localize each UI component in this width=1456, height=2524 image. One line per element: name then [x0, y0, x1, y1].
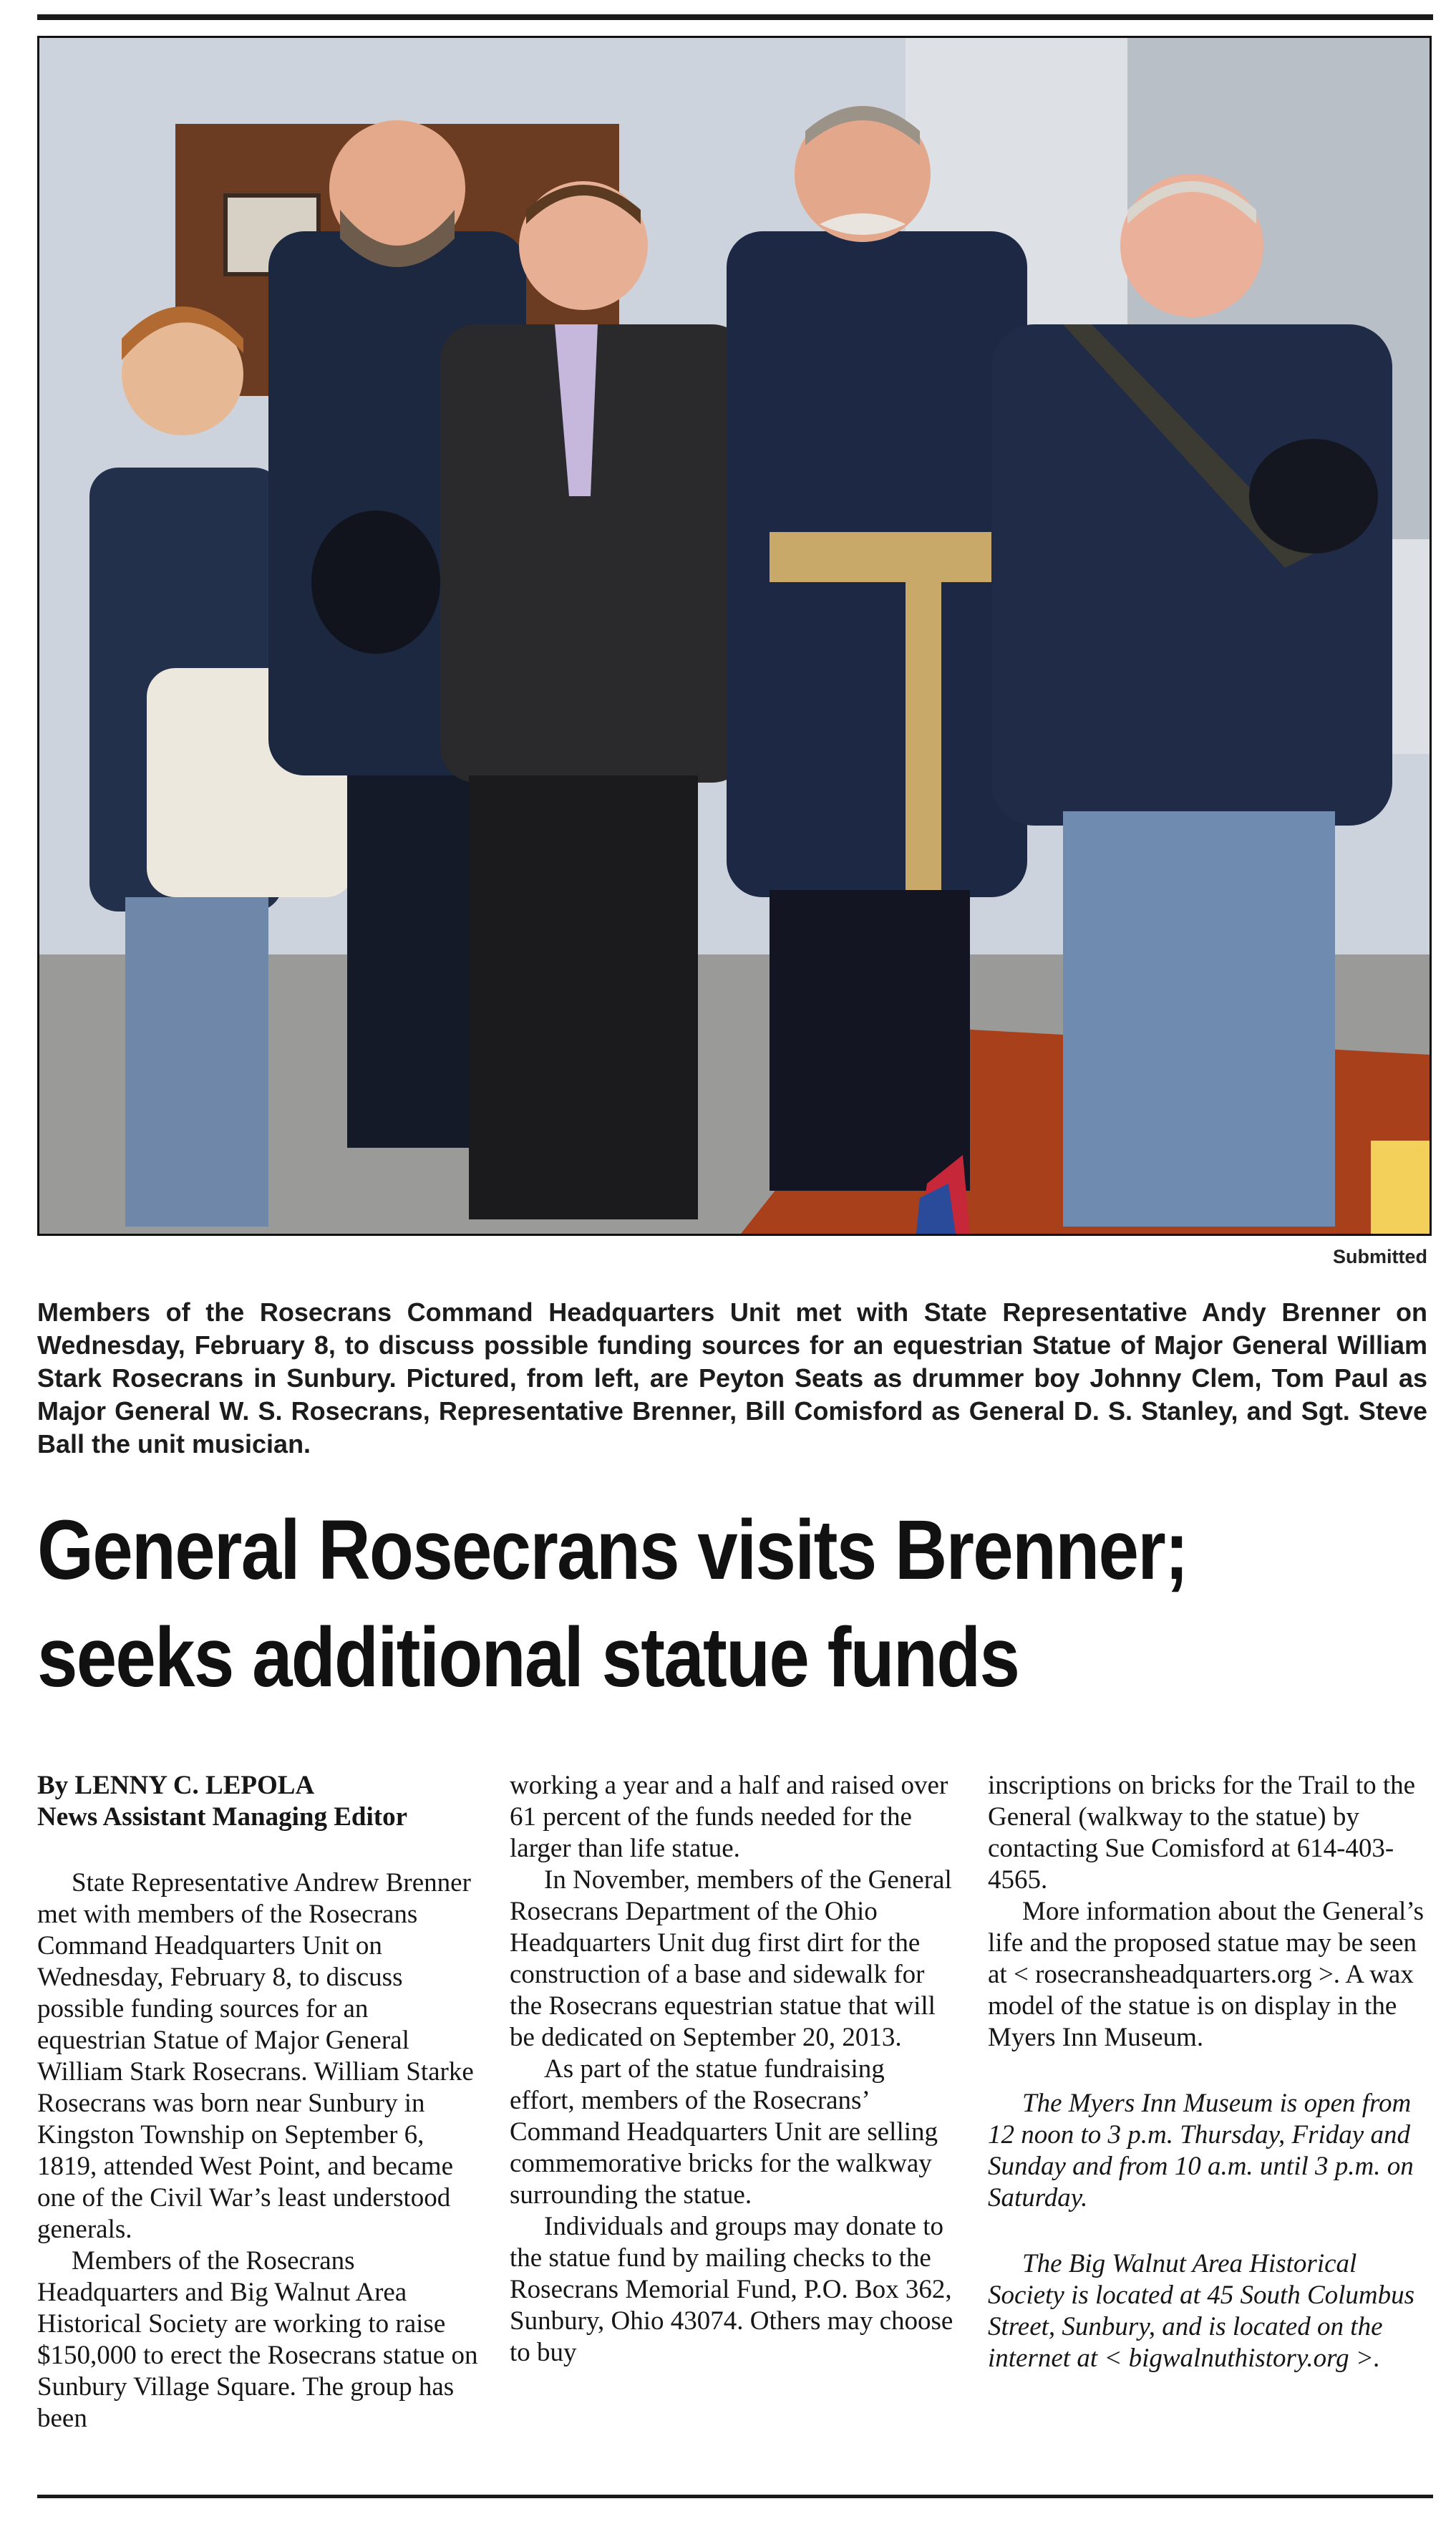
paragraph: As part of the statue fundraising effort, members of the Rosecrans’ Command Headquarters Unit are selling commemorative bricks for the walkway surrounding the statue.: [510, 2054, 938, 2210]
bottom-rule: [37, 2495, 1433, 2498]
paragraph-continued: working a year and a half and raised over 61 percent of the funds needed for the larger than life statue.: [510, 1771, 948, 1863]
paragraph: State Representative Andrew Brenner met with members of the Rosecrans Command Headquarters Unit on Wednesday, February 8, to discuss possible funding sources for an equestrian Statue of Major General William Stark Rosecrans. William Starke Rosecrans was born near Sunbury in Kingston Township on September 6, 1819, attended West Point, and became one of the Civil War’s least understood generals.: [37, 1868, 474, 2244]
paragraph: Individuals and groups may donate to the statue fund by mailing checks to the Rosecrans Memorial Fund, P.O. Box 362, Sunbury, Ohio 43074. Others may choose to buy: [510, 2212, 953, 2367]
paragraph: Members of the Rosecrans Headquarters and Big Walnut Area Historical Society are working to raise $150,000 to erect the Rosecrans statue on Sunbury Village Square. The group has been: [37, 2246, 478, 2433]
group-photo: [37, 36, 1432, 1236]
byline-title: News Assistant Managing Editor: [37, 1802, 408, 1832]
society-note: The Big Walnut Area Historical Society is located at 45 South Columbus Street, Sunbury, and is located on the internet at < bigwalnuthistory.org >.: [988, 2249, 1415, 2373]
article-body: [37, 1770, 1433, 2486]
article-column-1: [37, 1770, 481, 2434]
photo-credit: Submitted: [1333, 1246, 1427, 1267]
photo-caption: Members of the Rosecrans Command Headquarters Unit met with State Representative Andy Brenner on Wednesday, February 8, to discuss possible funding sources for an equestrian Statue of Major General William Stark Rosecrans in Sunbury. Pictured, from left, are Peyton Seats as drummer boy Johnny Clem, Tom Paul as Major General W. S. Rosecrans, Representative Brenner, Bill Comisford as General D. S. Stanley, and Sgt. Steve Ball the unit musician.: [37, 1297, 1427, 1459]
headline: [37, 1496, 1238, 1711]
paragraph: More information about the General’s life and the proposed statue may be seen at < rosecransheadquarters.org >. A wax model of the statue is on display in the Myers Inn Museum.: [988, 1897, 1424, 2052]
museum-hours-note: The Myers Inn Museum is open from 12 noon to 3 p.m. Thursday, Friday and Sunday and from 10 a.m. until 3 p.m. on Saturday.: [988, 2089, 1414, 2213]
paragraph-continued: inscriptions on bricks for the Trail to the General (walkway to the statue) by contacting Sue Comisford at 614-403-4565.: [988, 1771, 1416, 1895]
byline-name: By LENNY C. LEPOLA: [37, 1771, 315, 1800]
article-column-2: [510, 1770, 953, 2369]
headline-line-1: General Rosecrans visits Brenner;: [37, 1503, 1188, 1597]
paragraph: In November, members of the General Rosecrans Department of the Ohio Headquarters Unit dug first dirt for the construction of a base and sidewalk for the Rosecrans equestrian statue that will be dedicated on September 20, 2013.: [510, 1865, 952, 2052]
headline-line-2: seeks additional statue funds: [37, 1610, 1019, 1705]
top-rule: [37, 14, 1433, 20]
article-column-3: [988, 1770, 1432, 2374]
